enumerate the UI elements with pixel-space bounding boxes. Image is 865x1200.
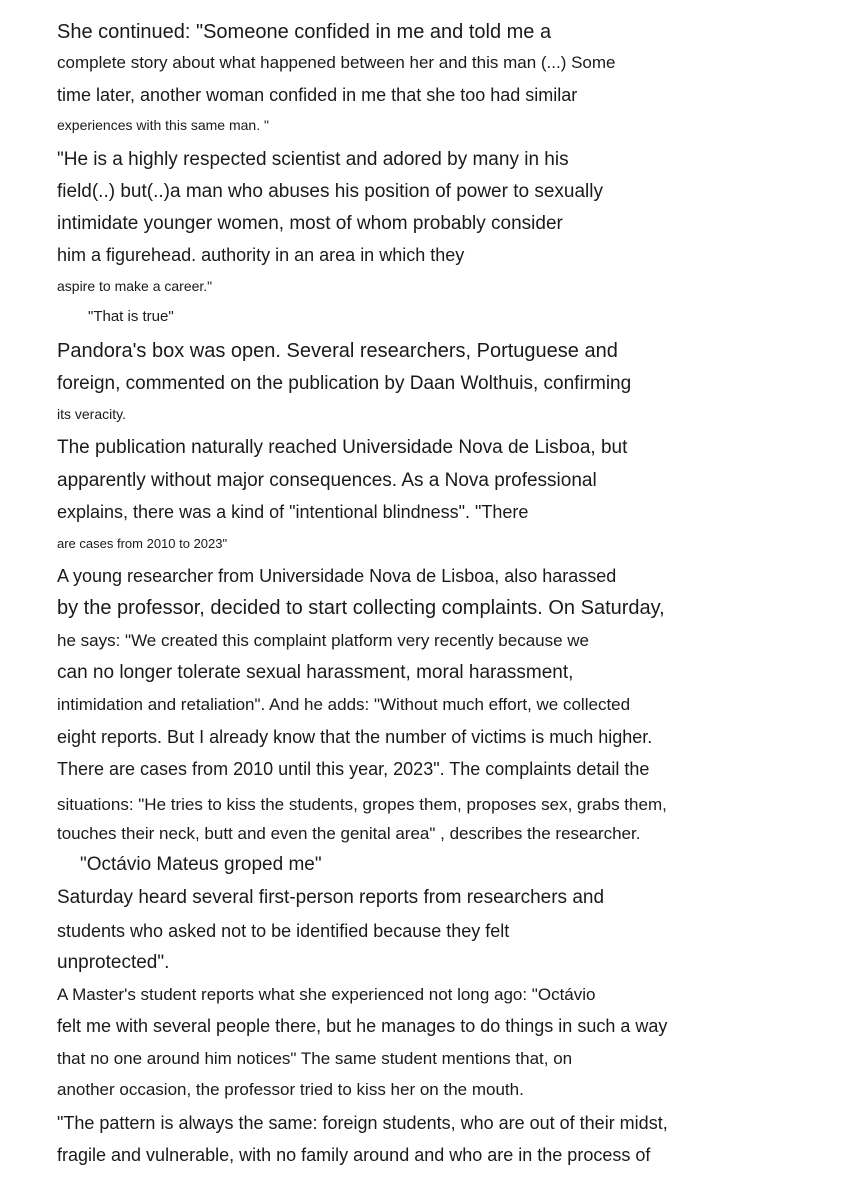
text-line: Saturday heard several first-person reports from researchers and — [57, 887, 605, 908]
text-line: can no longer tolerate sexual harassment, moral harassment, — [57, 662, 574, 683]
text-line: intimidation and retaliation". And he adds: "Without much effort, we collected — [57, 695, 631, 714]
text-line: foreign, commented on the publication by Daan Wolthuis, confirming — [57, 373, 632, 394]
subheading: "Octávio Mateus groped me" — [80, 854, 322, 875]
text-line: eight reports. But I already know that the number of victims is much higher. — [57, 727, 653, 747]
text-line: its veracity. — [57, 406, 126, 422]
text-line: Pandora's box was open. Several researchers, Portuguese and — [57, 340, 618, 362]
subheading: "That is true" — [88, 308, 174, 325]
text-line: students who asked not to be identified because they felt — [57, 921, 510, 941]
text-line: by the professor, decided to start collecting complaints. On Saturday, — [57, 597, 665, 619]
text-line: are cases from 2010 to 2023" — [57, 536, 228, 551]
text-line: A Master's student reports what she experienced not long ago: "Octávio — [57, 985, 596, 1004]
text-line: experiences with this same man. " — [57, 117, 269, 133]
text-line: he says: "We created this complaint platform very recently because we — [57, 631, 590, 650]
text-line: apparently without major consequences. As a Nova professional — [57, 470, 597, 491]
text-line: field(..) but(..)a man who abuses his position of power to sexually — [57, 181, 603, 202]
text-line: touches their neck, butt and even the genital area" , describes the researcher. — [57, 824, 641, 843]
text-line: felt me with several people there, but he manages to do things in such a way — [57, 1016, 668, 1036]
text-line: that no one around him notices" The same student mentions that, on — [57, 1049, 573, 1068]
text-line: There are cases from 2010 until this year, 2023". The complaints detail the — [57, 759, 650, 779]
text-line: time later, another woman confided in me that she too had similar — [57, 85, 578, 105]
text-line: unprotected". — [57, 952, 170, 973]
text-line: The publication naturally reached Universidade Nova de Lisboa, but — [57, 437, 628, 458]
text-line: fragile and vulnerable, with no family around and who are in the process of — [57, 1145, 651, 1165]
text-line: aspire to make a career." — [57, 278, 213, 294]
text-line: A young researcher from Universidade Nova de Lisboa, also harassed — [57, 566, 617, 586]
text-line: "He is a highly respected scientist and adored by many in his — [57, 149, 569, 170]
text-line: intimidate younger women, most of whom probably consider — [57, 213, 563, 234]
text-line: another occasion, the professor tried to kiss her on the mouth. — [57, 1080, 524, 1099]
text-line: "The pattern is always the same: foreign students, who are out of their midst, — [57, 1113, 668, 1133]
text-line: She continued: "Someone confided in me and told me a — [57, 21, 552, 43]
text-line: complete story about what happened between her and this man (...) Some — [57, 53, 616, 72]
text-line: explains, there was a kind of "intentional blindness". "There — [57, 502, 529, 522]
text-line: situations: "He tries to kiss the students, gropes them, proposes sex, grabs them, — [57, 795, 667, 814]
text-line: him a figurehead. authority in an area in which they — [57, 245, 465, 265]
